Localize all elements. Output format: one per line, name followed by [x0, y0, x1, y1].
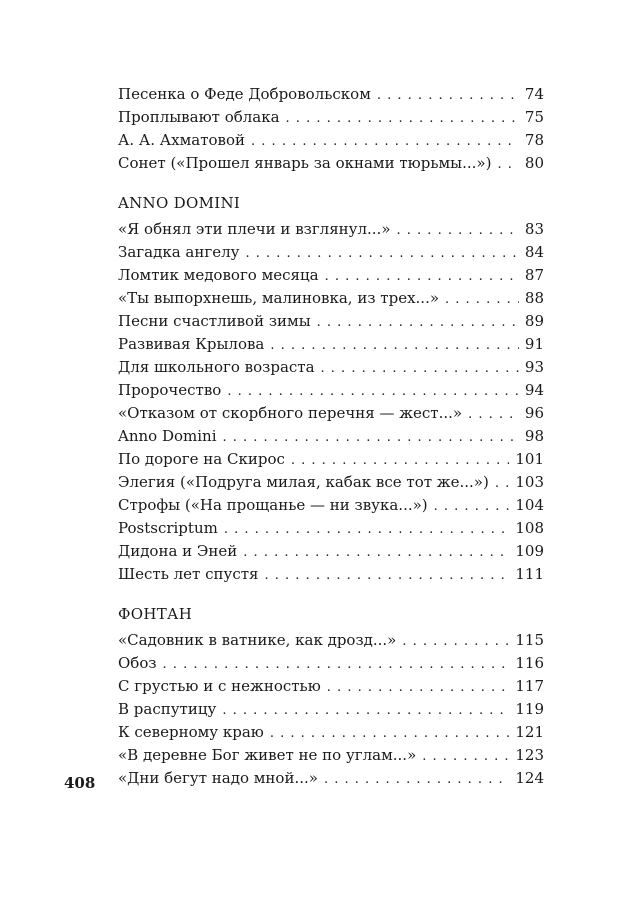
toc-entry-title: «Ты выпорхнешь, малиновка, из трех...» [118, 289, 440, 307]
toc-entry [118, 471, 544, 494]
dot-leader [224, 518, 510, 541]
toc-entry [118, 629, 544, 652]
section-heading: ФОНТАН [118, 605, 193, 623]
toc-entry-title: А. А. Ахматовой [118, 131, 246, 149]
toc-entry-page: 89 [524, 312, 544, 330]
dot-leader [243, 541, 509, 564]
toc-entry-page: 116 [515, 654, 544, 672]
toc-entry-title: В распутицу [118, 700, 217, 718]
toc-entry [118, 698, 544, 721]
toc-entry [118, 744, 544, 767]
toc-entry-title: «В деревне Бог живет не по углам...» [118, 746, 417, 764]
toc-entry-page: 84 [524, 243, 544, 261]
toc-entry [118, 106, 544, 129]
dot-leader [270, 334, 519, 357]
dot-leader [397, 219, 519, 242]
toc-entry [118, 540, 544, 563]
toc-entry [118, 356, 544, 379]
toc-entry-title: По дороге на Скирос [118, 450, 285, 468]
toc-entry [118, 379, 544, 402]
toc-entry-title: Шесть лет спустя [118, 565, 259, 583]
toc-entry [118, 287, 544, 310]
toc-entry-title: «Садовник в ватнике, как дрозд...» [118, 631, 397, 649]
toc-entry-page: 74 [524, 85, 544, 103]
dot-leader [327, 676, 510, 699]
toc-entry-page: 115 [515, 631, 544, 649]
toc-entry-title: «Я обнял эти плечи и взглянул...» [118, 220, 391, 238]
toc-entry-page: 104 [515, 496, 544, 514]
toc-entry-title: Песни счастливой зимы [118, 312, 311, 330]
toc-entry-page: 121 [515, 723, 544, 741]
toc-entry-title: Строфы («На прощанье — ни звука...») [118, 496, 428, 514]
toc-entry-title: С грустью и с нежностью [118, 677, 321, 695]
dot-leader [291, 449, 509, 472]
toc-entry [118, 448, 544, 471]
dot-leader [422, 745, 509, 768]
toc-entry-title: Обоз [118, 654, 157, 672]
dot-leader [324, 768, 509, 791]
section-heading: ANNO DOMINI [118, 194, 241, 212]
toc-entry-page: 119 [515, 700, 544, 718]
toc-entry-title: Проплывают облака [118, 108, 280, 126]
dot-leader [270, 722, 510, 745]
toc-entry-title: Пророчество [118, 381, 222, 399]
dot-leader [325, 265, 519, 288]
toc-entry-page: 83 [524, 220, 544, 238]
toc-entry-page: 103 [515, 473, 544, 491]
toc-entry-page: 88 [524, 289, 544, 307]
toc-entry-page: 117 [515, 677, 544, 695]
toc-entry [118, 310, 544, 333]
toc-entry-page: 108 [515, 519, 544, 537]
dot-leader [227, 380, 519, 403]
page-number: 408 [64, 774, 96, 792]
toc-entry [118, 767, 544, 790]
toc-entry-page: 75 [524, 108, 544, 126]
toc-entry-page: 109 [515, 542, 544, 560]
toc-entry-page: 94 [524, 381, 544, 399]
toc-entry-title: Anno Domini [118, 427, 217, 445]
dot-leader [468, 403, 519, 426]
toc-entry-title: Загадка ангелу [118, 243, 240, 261]
toc-entry-title: Дидона и Эней [118, 542, 238, 560]
toc-entry [118, 402, 544, 425]
dot-leader [163, 653, 510, 676]
toc-entry-page: 96 [524, 404, 544, 422]
toc-entry-page: 91 [524, 335, 544, 353]
toc-entry-title: Песенка о Феде Добровольском [118, 85, 371, 103]
toc-entry [118, 517, 544, 540]
toc-entry [118, 152, 544, 175]
toc-entry [118, 721, 544, 744]
toc-entry [118, 129, 544, 152]
dot-leader [321, 357, 519, 380]
toc-entry-title: «Дни бегут надо мной...» [118, 769, 318, 787]
toc-entry-page: 93 [524, 358, 544, 376]
dot-leader [377, 84, 519, 107]
toc-entry [118, 563, 544, 586]
dot-leader [223, 426, 519, 449]
dot-leader [445, 288, 519, 311]
toc-entry-page: 80 [524, 154, 544, 172]
dot-leader [286, 107, 519, 130]
toc-entry-page: 78 [524, 131, 544, 149]
dot-leader [497, 153, 518, 176]
toc-entry-page: 101 [515, 450, 544, 468]
toc-entry [118, 675, 544, 698]
dot-leader [245, 242, 518, 265]
toc-entry-title: К северному краю [118, 723, 264, 741]
toc-entry-title: Развивая Крылова [118, 335, 265, 353]
toc-entry [118, 652, 544, 675]
dot-leader [402, 630, 509, 653]
toc-entry-page: 87 [524, 266, 544, 284]
toc-entry [118, 83, 544, 106]
toc-entry-title: Для школьного возраста [118, 358, 315, 376]
dot-leader [265, 564, 510, 587]
toc-entry [118, 264, 544, 287]
toc-entry [118, 241, 544, 264]
toc-entry [118, 218, 544, 241]
toc-entry [118, 425, 544, 448]
toc-entry-title: Сонет («Прошел январь за окнами тюрьмы...») [118, 154, 492, 172]
toc-entry-page: 124 [515, 769, 544, 787]
toc-entry-page: 123 [515, 746, 544, 764]
table-of-contents [118, 83, 544, 790]
toc-entry-page: 98 [524, 427, 544, 445]
dot-leader [251, 130, 519, 153]
toc-entry-title: Элегия («Подруга милая, кабак все тот же...») [118, 473, 489, 491]
dot-leader [434, 495, 510, 518]
toc-entry [118, 333, 544, 356]
toc-entry-title: Postscriptum [118, 519, 218, 537]
toc-entry-title: Ломтик медового месяца [118, 266, 319, 284]
dot-leader [222, 699, 509, 722]
dot-leader [495, 472, 510, 495]
dot-leader [317, 311, 519, 334]
toc-entry [118, 494, 544, 517]
toc-entry-title: «Отказом от скорбного перечня — жест...» [118, 404, 463, 422]
toc-entry-page: 111 [515, 565, 544, 583]
